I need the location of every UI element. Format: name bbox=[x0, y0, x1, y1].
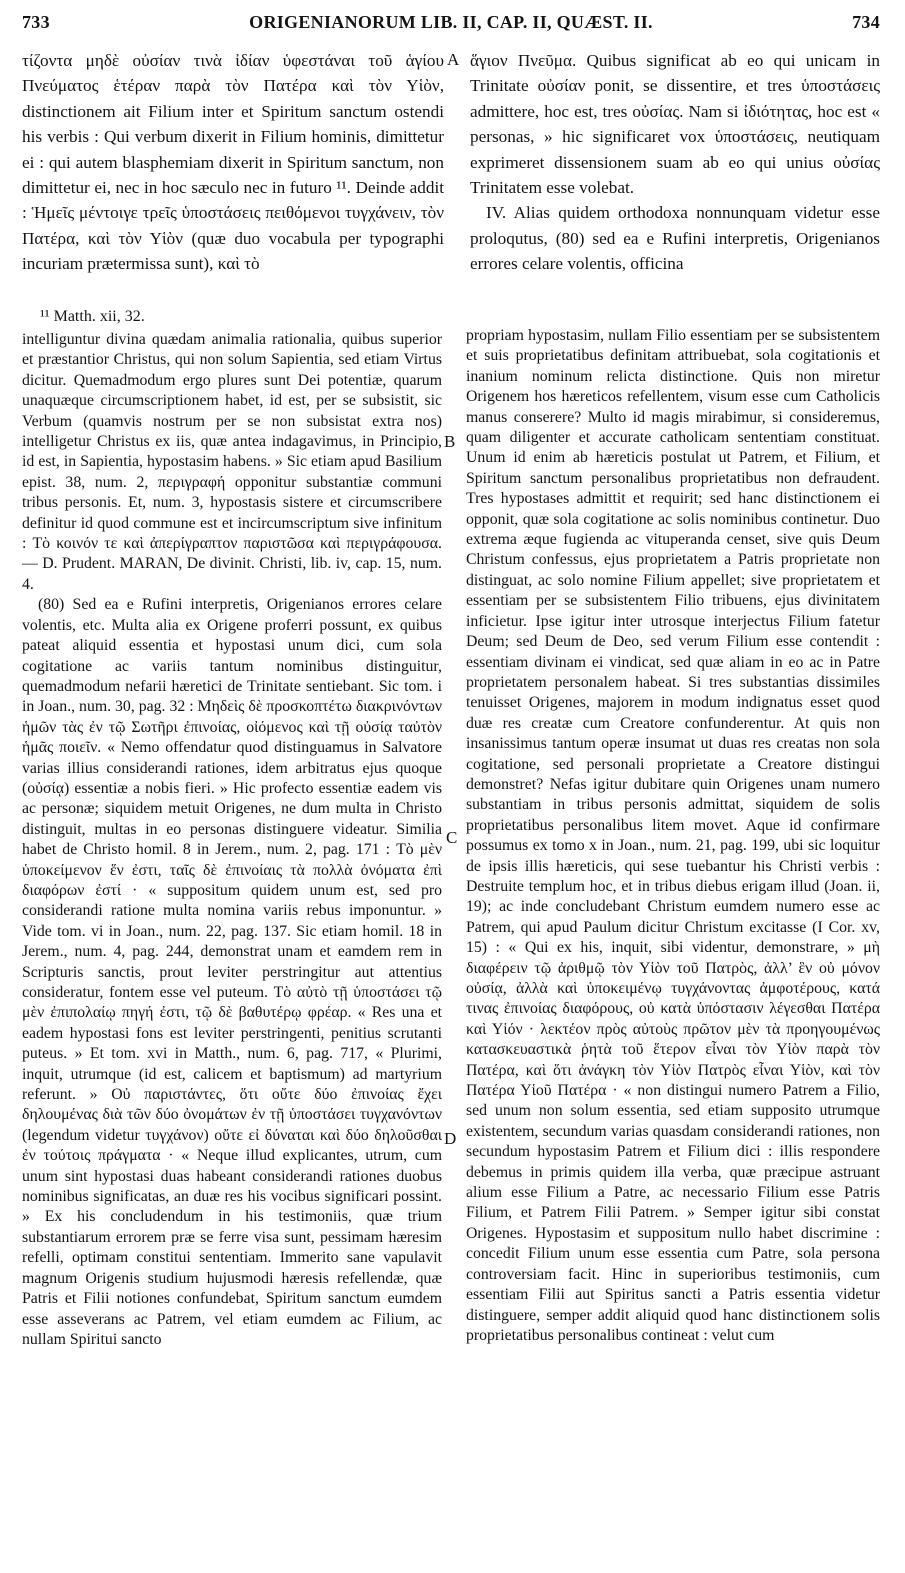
left-page-number: 733 bbox=[22, 12, 50, 32]
margin-letter-b: B bbox=[444, 432, 456, 451]
margin-letter-c: C bbox=[446, 828, 458, 847]
running-title: ORIGENIANORUM LIB. II, CAP. II, QUÆST. II. bbox=[249, 12, 653, 32]
paragraph: propriam hypostasim, nullam Filio essentiam per se subsistentem et suis proprietatibus definitam attribuebat, sola cogitationis et inanium nominum relicta distinctione. Quis non miretur Origenem hos hæreticos refellentem, visum esse cum Catholicis manus conserere? Multo id magis mirabimur, si consideremus, quam diligenter et accurate catholicam sententiam constituat. Unum id enim ab hæreticis postulat ut Patrem, et Filium, et Spiritum sanctum personalibus proprietatibus non defraudent. Tres hypostases admittit et requirit; sed hanc distinctionem ei opponit, quæ sola cogitatione ac solis nominibus continetur. Duo extrema æque fugienda ac vituperanda censet, sive quis Deum Christum confessus, ejus proprietatem a Patris proprietate non distinguat, ac solo nomine Filium appellet; sive proprietatem et essentiam per se subsistentem Filio tribuens, ejus divinitatem inficietur. Ipse igitur inter utrosque interjectus Filium fatetur Deum; sed Deum de Deo, sed verum Filium esse contendit : essentiam divinam ei vindicat, sed quæ aliam in eo ac in Patre proprietatem personalem habeat. Si tres substantias dissimiles tenuisset Origenes, majorem in modum indignatus esset quod duæ res creatæ cum Creatore confunderentur. At quis non insanissimus tantum operæ insumat ut duas res creatas non sola cogitatione, sed personali proprietate a Creatore distingui demonstret? Nefas igitur dubitare quin Origenes unam numero substantiam in tribus personis admittat, siquidem de solis proprietatibus personalibus litem movet. Aque id confirmare possumus ex tomo x in Joan., num. 21, pag. 199, ubi sic loquitur de ipsis illis hæreticis, qui sese tuebantur his Christi verbis : Destruite templum hoc, et in tribus diebus erigam illud (Joan. ii, 19); ac inde concludebant Christum eumdem numero esse ac Patrem, qui apud Paulum dicitur Christum excitasse (I Cor. xv, 15) : « Qui ex his, inquit, sibi videntur, demonstrare, » μὴ διαφέρειν τῷ ἀριθμῷ τὸν Υἱὸν τοῦ Πατρὸς, ἀλλ’ ἓν οὐ μόνον οὐσίᾳ, ἀλλὰ καὶ ὑποκειμένῳ τυγχάνοντας ἀμφοτέρους, κατά τινας ἐπινοίας διαφόρους, οὐ κατὰ ὑπόστασιν λέγεσθαι Πατέρα καὶ Υἱόν · λεκτέον πρὸς αὐτοὺς πρῶτον μὲν τὰ προηγουμένως κατασκευαστικὰ ῥητὰ τοῦ ἕτερον εἶναι τὸν Υἱὸν παρὰ τὸν Πατέρα, καὶ ὅτι ἀνάγκη τὸν Υἱὸν Πατρὸς εἶναι Υἱὸν, καὶ τὸν Πατέρα Υἱοῦ Πατέρα · « non distingui numero Patrem a Filio, sed unum non solum essentia, sed etiam supposito utrumque existentem, secundum varias quasdam considerandi rationes, non secundum hypostasim Patrem et Filium dici : illis respondere debemus in primis quidem illa verba, quæ præcipue astruant alium esse Filium a Patre, ac necessario Filium esse Patris Filium, et Patrem Filii Patrem. » Semper igitur sibi constat Origenes. Hypostasim et suppositum nullo habet discrimine : concedit Filium unum esse essentia cum Patre, sola persona controversiam facit. Hinc in superioribus testimoniis, cum essentiam Filii aut Spiritus sancti a Patris essentia videtur distinguere, semper addit aliquid quod hanc distinctionem solis proprietatibus personalibus contineat : velut cum bbox=[466, 327, 880, 1344]
top-right-column bbox=[470, 48, 880, 277]
footnote bbox=[22, 307, 444, 327]
paragraph-note-80: (80) Sed ea e Rufini interpretis, Origenianos errores celare volentis, etc. Multa alia ex Origene proferri possunt, ex quibus pateat aliquid essentia et hypostasi unum dici, cum sola cogitatione ac variis tantum nominibus distinguitur, quemadmodum nefarii hæretici de Trinitate sentiebant. Sic tom. i in Joan., num. 30, pag. 32 : Μηδεὶς δὲ προσκοπτέτω διακρινόντων ἡμῶν τὰς ἐν τῷ Σωτῆρι ἐπινοίας, οἰόμενος καὶ τῇ οὐσίᾳ ταὐτὸν ἡμᾶς ποιεῖν. « Nemo offendatur quod distinguamus in Salvatore varias illius considerandi rationes, idem arbitratus ejus quoque (οὐσίᾳ) essentiæ a nobis fieri. » Hic profecto essentiæ eadem vis ac personæ; siquidem metuit Origenes, ne dum multa in Christo distinguit, multas in eo personas distinguere videatur. Similia habet de Christo homil. 8 in Jerem., num. 2, pag. 171 : Τὸ μὲν ὑποκείμενον ἕν ἐστι, ταῖς δὲ ἐπινοίαις τὰ πολλὰ ὀνόματα ἐπὶ διαφόρων ἐστί · « suppositum quidem unum est, sed pro considerandi ratione multa nomina variis rebus imponuntur. » Vide tom. vi in Joan., num. 22, pag. 137. Sic etiam homil. 18 in Jerem., num. 4, pag. 244, demonstrat unam et eamdem rem in Scripturis sanctis, prout leviter perstringitur aut attentius consideratur, fontem esse vel puteum. Τὸ αὐτὸ τῇ ὑποστάσει τῷ μὲν ἐπιπολαίῳ πηγή ἐστι, τῷ δὲ βαθυτέρῳ φρέαρ. « Res una et eadem hypostasi fons est leviter perstringenti, penitius scrutanti puteus. » Et tom. xvi in Matth., num. 6, pag. 717, « Plurimi, inquit, utrumque (id est, calicem et baptismum) ad martyrium referunt. » Οὐ παριστάντες, ὅτι οὔτε δύο ἐπινοίας ἔχει δηλουμένας διὰ τῶν δύο ὀνομάτων ἐν τῇ ὑποστάσει τυγχανόντων (legendum videtur τυγχάνον) οὔτε εἰ δύναται καὶ δύο δηλοῦσθαι ἐν τούτοις πράγματα · « Neque illud explicantes, utrum, cum unum sint hypostasi duas habeant considerandi rationes duobus nominibus significatas, an duæ res his vocibus significari possint. » Ex his concludendum in his testimoniis, quæ trium substantiarum errorem præ se ferre visa sunt, pessimam hæresim refelli, optimam constitui sententiam. Immerito sane vapulavit magnum Origenis studium hujusmodi hæresis refellendæ, quæ Patris et Filii notiones confundebat, Spiritum sanctum eumdem esse asseverans ac Patrem, vel etiam eumdem ac Filium, ac nullam Spiritui sancto bbox=[22, 596, 442, 1348]
bottom-left-column bbox=[22, 330, 442, 1350]
margin-letter-a: A bbox=[447, 50, 460, 69]
paragraph-section-iv: IV. Alias quidem orthodoxa nonnunquam videtur esse proloqutus, (80) sed ea e Rufini interpretis, Origenianos errores celare volentis, officina bbox=[470, 203, 880, 274]
bottom-right-column bbox=[466, 326, 880, 1346]
right-page-number: 734 bbox=[852, 12, 880, 32]
paragraph: τίζοντα μηδὲ οὐσίαν τινὰ ἰδίαν ὑφεστάναι τοῦ ἁγίου Πνεύματος ἑτέραν παρὰ τὸν Πατέρα καὶ τὸν Υἱὸν, distinctionem ait Filium inter et Spiritum sanctum ostendi his verbis : Qui verbum dixerit in Filium hominis, dimittetur ei : qui autem blasphemiam dixerit in Spiritum sanctum, non dimittetur ei, nec in hoc sæculo nec in futuro ¹¹. Deinde addit : Ἡμεῖς μέντοιγε τρεῖς ὑποστάσεις πειθόμενοι τυγχάνειν, τὸν Πατέρα, καὶ τὸν Υἱὸν (quæ duo vocabula per typographi incuriam prætermissa sunt), καὶ τὸ bbox=[22, 51, 444, 274]
top-left-column bbox=[22, 48, 444, 277]
margin-letter-d: D bbox=[444, 1129, 457, 1148]
running-header bbox=[22, 12, 880, 40]
footnote-text: ¹¹ Matth. xii, 32. bbox=[40, 308, 145, 325]
paragraph: intelliguntur divina quædam animalia rationalia, quibus superior et præstantior Christus, qui non solum Sapientia, sed etiam Virtus dicitur. Quemadmodum ergo plures sunt Dei potentiæ, quarum unaquæque circumscriptionem habet, id est, per se subsistit, sic Verbum (quamvis nostrum per se non subsistat extra nos) intelligetur Christus ex iis, quæ antea indagavimus, in Principio, id est, in Sapientia, hypostasim habens. » Sic etiam apud Basilium epist. 38, num. 2, περιγραφή opponitur substantiæ communi tribus personis. Et, num. 3, hypostasis sistere et circumscribere definitur id quod commune est et incircumscriptum sive infinitum : Τὸ κοινόν τε καὶ ἀπερίγραπτον παριστῶσα καὶ περιγράφουσα. — D. Prudent. MARAN, De divinit. Christi, lib. iv, cap. 15, num. 4. bbox=[22, 331, 442, 593]
paragraph: ἅγιον Πνεῦμα. Quibus significat ab eo qui unicam in Trinitate οὐσίαν ponit, se dissentire, et tres ὑποστάσεις admittere, hoc est, tres οὐσίας. Nam si ἰδιότητας, hoc est « personas, » hic significaret vox ὑποστάσεις, neutiquam exprimeret dissensionem suam ab eo qui unius οὐσίας Trinitatem esse volebat. bbox=[470, 51, 880, 198]
